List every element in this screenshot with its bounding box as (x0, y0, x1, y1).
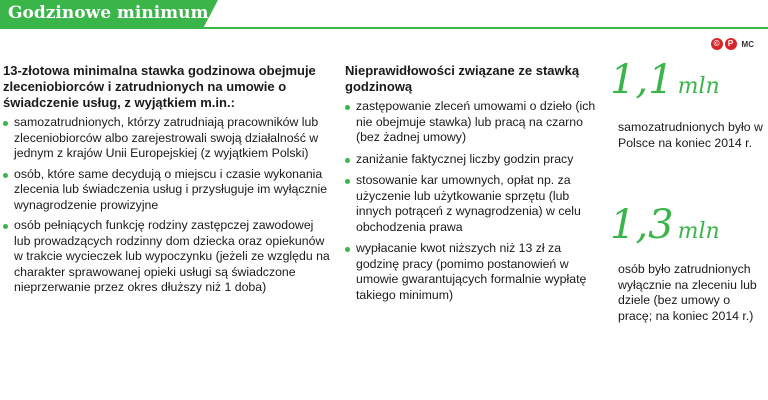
source-credit (711, 38, 754, 50)
stat-number: 1,3 (610, 202, 674, 248)
stat-self-employed (610, 57, 720, 103)
stat-contract-only (610, 202, 720, 248)
exemptions-heading: 13-złotowa minimalna stawka godzinowa obejmuje zleceniobiorców i zatrudnionych na umowie o świadczenie usług, z wyjątkiem m.in.: (3, 63, 316, 110)
credit-text: MC (741, 39, 754, 49)
stat-number: 1,1 (610, 57, 674, 103)
list-item: stosowanie kar umownych, opłat np. za użyczenie lub użytkowanie sprzętu (lub innych potrąceń z wynagrodzenia) w celu obchodzenia prawa (345, 173, 597, 235)
stat-unit: mln (677, 74, 720, 99)
list-item: osób pełniących funkcję rodziny zastępczej zawodowej lub prowadzących rodzinny dom dziecka oraz opiekunów w trakcie wycieczek lub wypoczynku (jeżeli ze względu na charakter sprawowanej opieki usługi są świadczone nieprzerwanie przez okres dłuższy niż 1 doba) (3, 218, 330, 296)
publisher-icon: P (725, 38, 737, 50)
irregularities-column (345, 63, 597, 309)
copyright-icon: © (711, 38, 723, 50)
irregularities-list (345, 99, 597, 303)
list-item: samozatrudnionych, którzy zatrudniają pracowników lub zleceniobiorców albo zarejestrowali swoją działalność w jednym z krajów Unii Europejskiej (z wyjątkiem Polski) (3, 115, 330, 162)
irregularities-heading: Nieprawidłowości związane ze stawką godzinową (345, 63, 580, 94)
stat-unit: mln (677, 219, 720, 244)
list-item: osób, które same decydują o miejscu i czasie wykonania zlecenia lub świadczenia usług i przysługuje im wyłącznie wynagrodzenie prowizyjne (3, 167, 330, 214)
list-item: wypłacanie kwot niższych niż 13 zł za godzinę pracy (pomimo postanowień w umowie gwarantujących formalnie wypłatę takiego minimum) (345, 241, 597, 303)
exemptions-list (3, 115, 330, 296)
page-title: Godzinowe minimum (8, 3, 209, 23)
header-bar (0, 0, 768, 29)
exemptions-column (3, 63, 330, 301)
header-rule (0, 27, 768, 29)
list-item: zastępowanie zleceń umowami o dzieło (ich nie obejmuje stawka) lub pracą na czarno (bez żadnej umowy) (345, 99, 597, 146)
stat-description: samozatrudnionych było w Polsce na koniec 2014 r. (618, 120, 763, 150)
stat-description: osób było zatrudnionych wyłącznie na zleceniu lub dziele (bez umowy o pracę; na koniec 2014 r.) (618, 262, 757, 323)
list-item: zaniżanie faktycznej liczby godzin pracy (345, 152, 597, 168)
